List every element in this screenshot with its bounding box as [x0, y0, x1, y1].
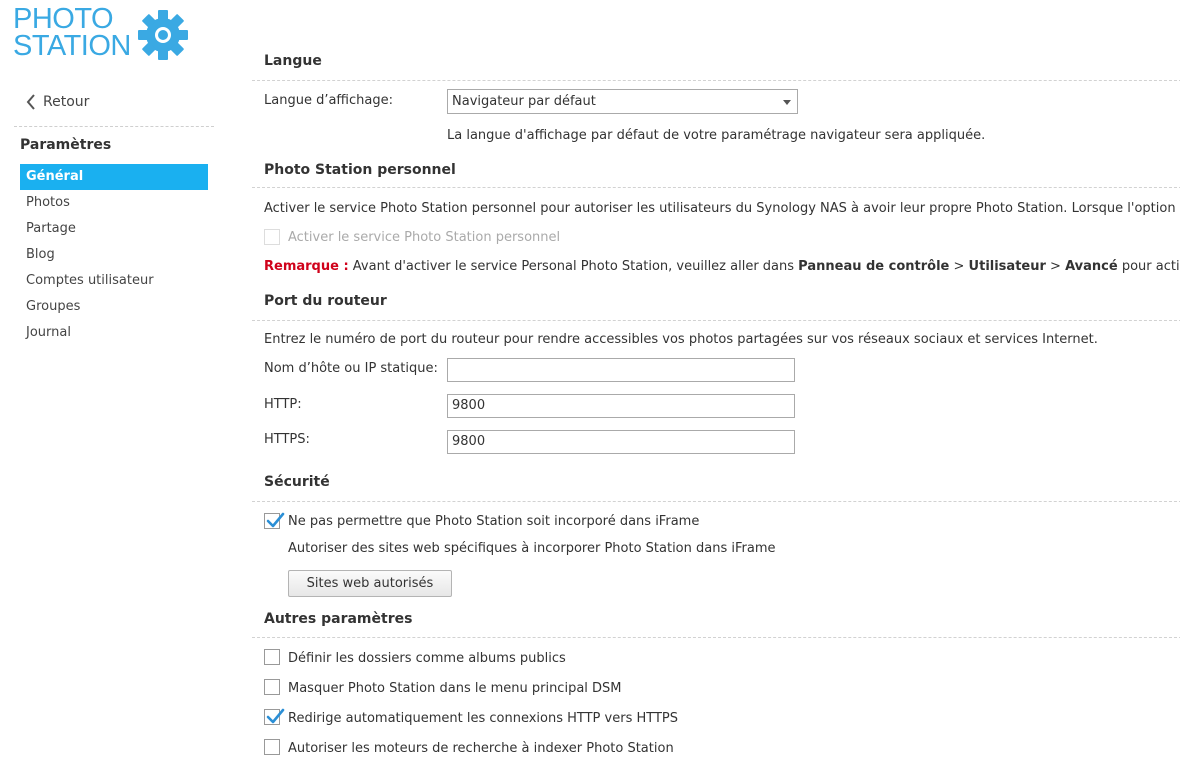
sidebar-divider: [14, 126, 214, 127]
iframe-block-label: Ne pas permettre que Photo Station soit incorporé dans iFrame: [288, 514, 700, 529]
section-divider: [252, 637, 1180, 638]
section-divider: [252, 187, 1180, 188]
display-language-value: Navigateur par défaut: [452, 94, 596, 109]
back-label: Retour: [43, 94, 90, 110]
user-text: Utilisateur: [968, 259, 1046, 274]
allowed-websites-button[interactable]: Sites web autorisés: [288, 570, 452, 597]
section-divider: [252, 80, 1180, 81]
language-hint: La langue d'affichage par défaut de votre paramétrage navigateur sera appliquée.: [447, 128, 986, 143]
section-title-other: Autres paramètres: [264, 611, 413, 627]
gear-icon: [137, 9, 189, 61]
sidebar-item-general[interactable]: Général: [20, 164, 208, 190]
sidebar-item-blog[interactable]: Blog: [26, 247, 55, 262]
checkmark-icon: [265, 707, 285, 727]
section-divider: [252, 501, 1180, 502]
section-title-security: Sécurité: [264, 474, 330, 490]
hostname-input[interactable]: [447, 358, 795, 382]
public-albums-label: Définir les dossiers comme albums publics: [288, 651, 566, 666]
sidebar-section-title: Paramètres: [20, 137, 112, 153]
router-description: Entrez le numéro de port du routeur pour rendre accessibles vos photos partagées sur vos réseaux sociaux et services Internet.: [264, 332, 1098, 347]
http-port-input[interactable]: 9800: [447, 394, 795, 418]
checkmark-icon: [265, 511, 285, 531]
personal-service-checkbox[interactable]: [264, 229, 280, 245]
hostname-label: Nom d’hôte ou IP statique:: [264, 361, 438, 376]
chevron-left-icon: [26, 94, 36, 110]
sidebar-item-groups[interactable]: Groupes: [26, 299, 81, 314]
search-indexing-checkbox[interactable]: [264, 739, 280, 755]
advanced-text: Avancé: [1065, 259, 1118, 274]
settings-menu: [20, 164, 208, 346]
section-title-personal: Photo Station personnel: [264, 162, 456, 178]
logo-text: PHOTO STATION: [13, 3, 131, 62]
section-title-language: Langue: [264, 53, 322, 69]
sidebar: [0, 0, 230, 777]
sidebar-item-user-accounts[interactable]: Comptes utilisateur: [26, 273, 154, 288]
personal-service-label: Activer le service Photo Station personnel: [288, 230, 561, 245]
back-link[interactable]: [26, 92, 89, 112]
https-redirect-checkbox[interactable]: [264, 709, 280, 725]
section-divider: [252, 320, 1180, 321]
control-panel-text: Panneau de contrôle: [798, 259, 950, 274]
hide-in-dsm-label: Masquer Photo Station dans le menu principal DSM: [288, 681, 622, 696]
settings-panel: [264, 0, 1180, 777]
public-albums-checkbox[interactable]: [264, 649, 280, 665]
display-language-select[interactable]: [447, 89, 798, 114]
display-language-label: Langue d’affichage:: [264, 93, 393, 108]
personal-description: Activer le service Photo Station personnel pour autoriser les utilisateurs du Synology NAS à avoir leur propre Photo Station. Lorsque l'option: [264, 201, 1176, 216]
sidebar-item-sharing[interactable]: Partage: [26, 221, 76, 236]
dropdown-arrow-icon: [783, 100, 791, 105]
sidebar-item-photos[interactable]: Photos: [26, 195, 70, 210]
photo-station-logo: [13, 3, 193, 68]
section-title-router-port: Port du routeur: [264, 293, 387, 309]
hide-in-dsm-checkbox[interactable]: [264, 679, 280, 695]
sidebar-item-log[interactable]: Journal: [26, 325, 71, 340]
https-port-label: HTTPS:: [264, 432, 310, 447]
https-port-input[interactable]: 9800: [447, 430, 795, 454]
iframe-allow-text: Autoriser des sites web spécifiques à incorporer Photo Station dans iFrame: [288, 541, 776, 556]
search-indexing-label: Autoriser les moteurs de recherche à indexer Photo Station: [288, 741, 674, 756]
iframe-block-checkbox[interactable]: [264, 513, 280, 529]
note-prefix: Remarque :: [264, 259, 349, 274]
http-port-label: HTTP:: [264, 397, 302, 412]
personal-note: Remarque : Avant d'activer le service Personal Photo Station, veuillez aller dans Panneau de contrôle > Utilisateur > Avancé pour acti: [264, 259, 1180, 274]
https-redirect-label: Redirige automatiquement les connexions HTTP vers HTTPS: [288, 711, 678, 726]
